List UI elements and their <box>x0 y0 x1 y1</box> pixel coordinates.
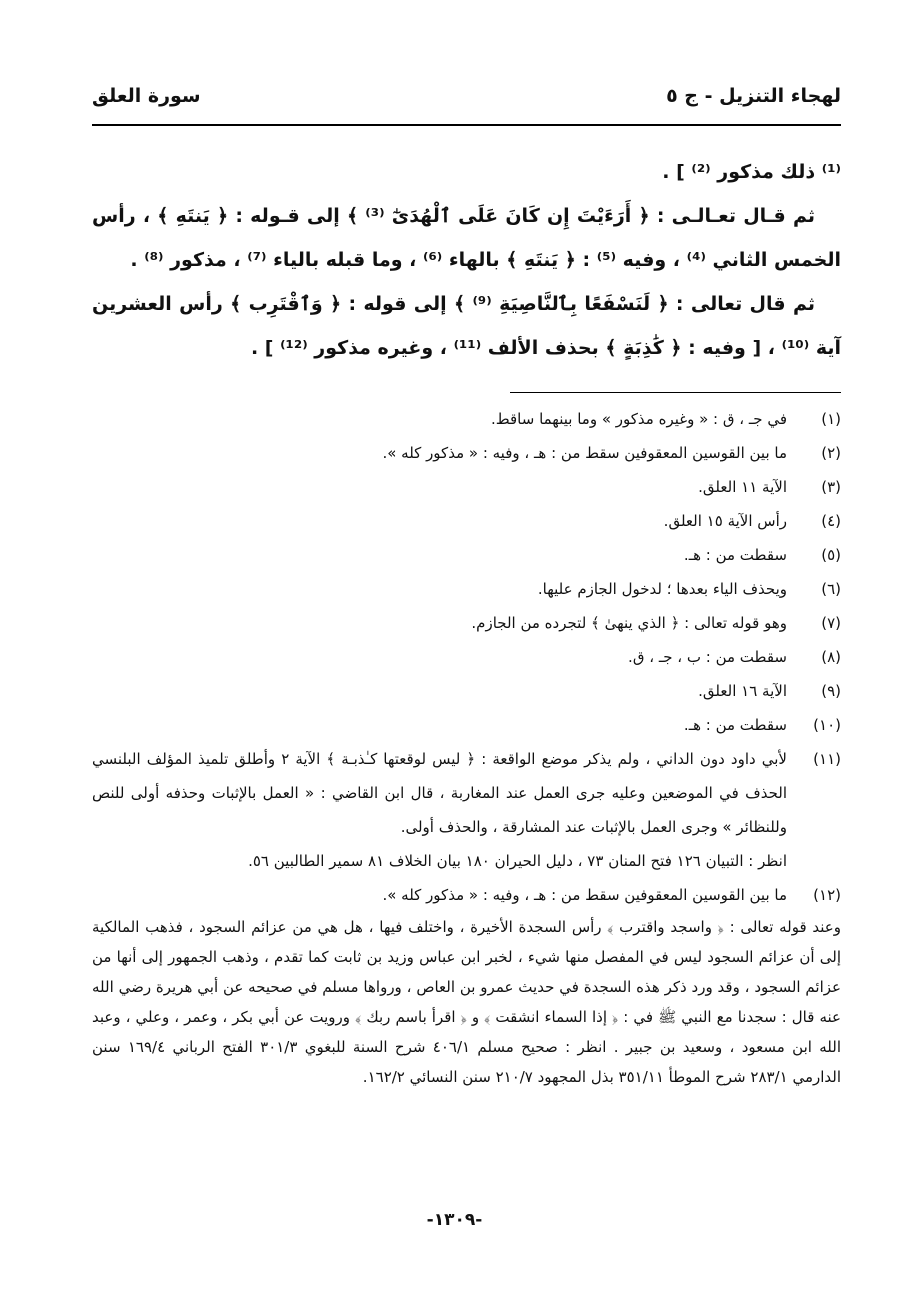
continuation-note: وعند قوله تعالى : ﴿ واسجد واقترب ﴾ رأس السجدة الأخيرة ، واختلف فيها ، هل هي من عزائم السجود ، فذهب المالكية إلى أن عزائم السجود ليس في المفصل منها شيء ، لخبر ابن عباس وزيد بن ثابت كما تقدم ، وذهب الجمهور إلى أنها من عزائم السجود ، وقد ورد ذكر هذه السجدة في حديث عمرو بن العاص ، ورواها مسلم في صحيحه عن أبي هريرة رضي الله عنه قال : سجدنا مع النبي ﷺ في : ﴿ إذا السماء انشقت ﴾ و ﴿ اقرأ باسم ربك ﴾ ورويت عن أبي بكر ، وعمر ، وعلي ، وعبد الله ابن مسعود ، وسعيد بن جبير . انظر : صحيح مسلم ٤٠٦/١ شرح السنة للبغوي ٣٠١/٣ الفتح الرباني ١٦٩/٤ سنن الدارمي ٢٨٣/١ شرح الموطأ ٣٥١/١١ بذل المجهود ٢١٠/٧ سنن النسائي ١٦٢/٢. <box>92 918 841 1086</box>
footnote-text: الآية ١١ العلق. <box>698 478 787 496</box>
footnote-number: (١١) <box>813 750 841 768</box>
main-text <box>92 150 841 370</box>
footnote-number: (٣) <box>821 478 841 496</box>
footnote <box>92 436 841 470</box>
footnote-text: في جـ ، ق : « وغيره مذكور » وما بينهما ساقط. <box>490 410 787 428</box>
footnote-text: سقطت من : ب ، جـ ، ق. <box>628 648 787 666</box>
footnote <box>92 708 841 742</box>
header-rule <box>92 124 841 126</box>
footnote-number: (١٢) <box>813 886 841 904</box>
footnote <box>92 674 841 708</box>
footnote-text: سقطت من : هـ. <box>683 546 787 564</box>
footnote-number: (٥) <box>821 546 841 564</box>
footnote <box>92 538 841 572</box>
footnote-rule <box>510 392 841 393</box>
footnote <box>92 742 841 878</box>
running-header <box>92 78 841 114</box>
footnote <box>92 878 841 912</box>
footnote <box>92 572 841 606</box>
footnote-text: الآية ١٦ العلق. <box>698 682 787 700</box>
footnote-text: رأس الآية ١٥ العلق. <box>663 512 787 530</box>
footnote <box>92 640 841 674</box>
footnote-number: (٢) <box>821 444 841 462</box>
footnote <box>92 402 841 436</box>
footnote <box>92 504 841 538</box>
footnotes <box>92 402 841 1092</box>
footnote-number: (٨) <box>821 648 841 666</box>
header-book-title: لهجاء التنزيل - ج ٥ <box>666 85 841 107</box>
footnote-text: ما بين القوسين المعقوفين سقط من : هـ ، وفيه : « مذكور كله ». <box>382 444 787 462</box>
footnote-text: وهو قوله تعالى : ﴿ الذي ينهىٰ ﴾ لتجرده من الجازم. <box>471 614 787 632</box>
footnote-text: لأبي داود دون الداني ، ولم يذكر موضع الواقعة : ﴿ ليس لوقعتها كـٰذبـة ﴾ الآية ٢ وأطلق تلميذ المؤلف البلنسي الحذف في الموضعين وعليه جرى العمل عند المغاربة ، قال ابن القاضي : « العمل بالإثبات وحذفه أولى للنص وللنظائر » وجرى العمل بالإثبات عند المشارقة ، والحذف أولى. <box>92 750 787 836</box>
footnote <box>92 470 841 504</box>
main-paragraph-3: ثم قال تعالى : ﴿ لَنَسْفَعًا بِٱلنَّاصِيَةِ ⁽⁹⁾ ﴾ إلى قوله : ﴿ وَٱقْتَرِب ﴾ رأس العشرين آية ⁽¹⁰⁾ ، [ وفيه : ﴿ كَٰذِبَةٍ ﴾ بحذف الألف ⁽¹¹⁾ ، وغيره مذكور ⁽¹²⁾ ] . <box>92 293 841 359</box>
footnote-number: (١) <box>821 410 841 428</box>
footnote-number: (٦) <box>821 580 841 598</box>
main-line-1: ⁽¹⁾ ذلك مذكور ⁽²⁾ ] . <box>662 161 841 183</box>
footnote <box>92 606 841 640</box>
main-paragraph-2: ثم قـال تعـالـى : ﴿ أَرَءَيْتَ إِن كَانَ عَلَى ٱلْهُدَىٰٓ ⁽³⁾ ﴾ إلى قـوله : ﴿ يَنتَهِ ﴾ ، رأس الخمس الثاني ⁽⁴⁾ ، وفيه ⁽⁵⁾ : ﴿ يَنتَهِ ﴾ بالهاء ⁽⁶⁾ ، وما قبله بالياء ⁽⁷⁾ ، مذكور ⁽⁸⁾ . <box>92 205 841 271</box>
footnote-text: سقطت من : هـ. <box>683 716 787 734</box>
footnote-text: ما بين القوسين المعقوفين سقط من : هـ ، وفيه : « مذكور كله ». <box>382 886 787 904</box>
footnote-number: (٧) <box>821 614 841 632</box>
footnote-number: (١٠) <box>813 716 841 734</box>
page-number: -١٣٠٩- <box>426 1210 483 1230</box>
footnote-number: (٤) <box>821 512 841 530</box>
footnote-text: ويحذف الياء بعدها ؛ لدخول الجازم عليها. <box>537 580 787 598</box>
footnote-text: انظر : التبيان ١٢٦ فتح المنان ٧٣ ، دليل الحيران ١٨٠ بيان الخلاف ٨١ سمير الطالبين ٥٦. <box>248 852 787 870</box>
footnote-number: (٩) <box>821 682 841 700</box>
header-surah-title: سورة العلق <box>92 85 201 107</box>
